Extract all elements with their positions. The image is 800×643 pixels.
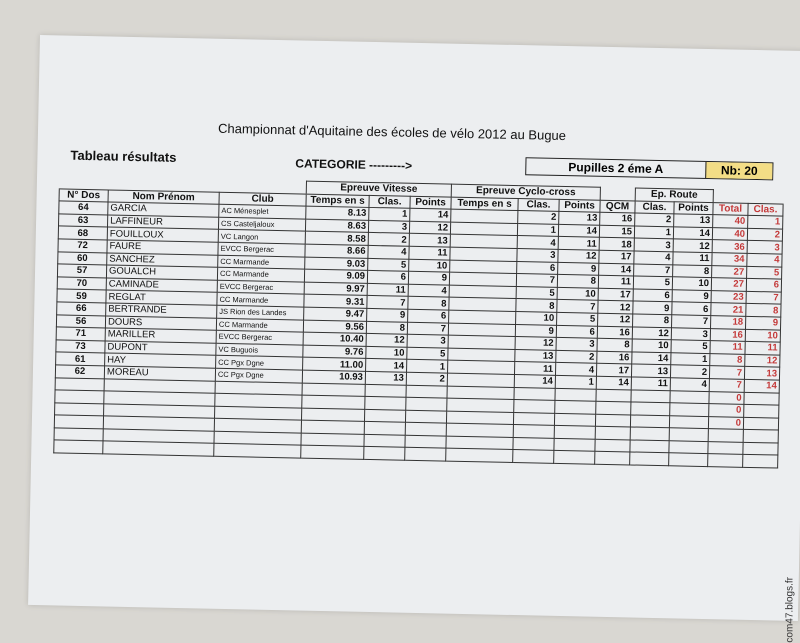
- cell-v-temps: 9.09: [304, 269, 367, 283]
- results-sheet: [28, 35, 800, 621]
- cell-qcm: 17: [596, 364, 631, 377]
- col-header: Temps en s: [451, 197, 518, 211]
- cell-qcm: [595, 414, 630, 427]
- cell-r-clas: 12: [632, 327, 671, 340]
- cell-c-clas: 1: [517, 223, 558, 236]
- cell-clas: 4: [747, 253, 782, 266]
- cell-c-pts: 14: [558, 224, 599, 237]
- cell-r-pts: 1: [671, 353, 710, 366]
- cell-club: VC Langon: [218, 230, 305, 244]
- cell-total: 16: [710, 328, 745, 341]
- cell-clas: 6: [746, 279, 781, 292]
- cell-r-clas: 1: [634, 226, 673, 239]
- cell-r-pts: [669, 453, 708, 466]
- cell-r-clas: 6: [633, 289, 672, 302]
- cell-qcm: 8: [597, 338, 632, 351]
- cell-v-clas: 3: [368, 220, 409, 233]
- cell-nom: REGLAT: [106, 290, 217, 305]
- cell-v-temps: 8.63: [305, 219, 368, 233]
- cell-clas: 1: [748, 216, 783, 229]
- cell-c-clas: 12: [515, 337, 556, 350]
- cell-v-pts: 3: [407, 334, 448, 347]
- cell-nom: CAMINADE: [106, 278, 217, 293]
- cell-v-temps: 10.93: [302, 370, 365, 384]
- cell-clas: 9: [746, 316, 781, 329]
- cell-v-clas: 7: [367, 296, 408, 309]
- cell-r-pts: 4: [670, 378, 709, 391]
- cell-clas: 11: [745, 341, 780, 354]
- cell-qcm: 16: [597, 326, 632, 339]
- cell-r-pts: [669, 415, 708, 428]
- cell-c-clas: 10: [516, 311, 557, 324]
- cell-c-pts: 3: [556, 338, 597, 351]
- cell-c-clas: 7: [516, 274, 557, 287]
- cell-v-clas: 2: [368, 233, 409, 246]
- cell-r-clas: 8: [633, 314, 672, 327]
- cell-c-pts: [554, 438, 595, 451]
- cell-nom: GOUALCH: [106, 265, 217, 280]
- cell-r-pts: [670, 403, 709, 416]
- cell-v-clas: 4: [368, 245, 409, 258]
- cell-c-pts: [554, 426, 595, 439]
- cell-c-pts: 13: [559, 212, 600, 225]
- col-header: Club: [219, 192, 306, 206]
- cell-c-clas: 5: [516, 286, 557, 299]
- cell-v-pts: 4: [408, 284, 449, 297]
- col-header: Clas.: [635, 201, 674, 214]
- cell-dos: [54, 415, 103, 429]
- cell-dos: [55, 403, 104, 417]
- col-header: Nom Prénom: [108, 190, 219, 205]
- cell-r-clas: [630, 452, 669, 465]
- cell-c-pts: 6: [556, 325, 597, 338]
- cell-qcm: 16: [600, 212, 635, 225]
- cell-total: 27: [711, 278, 746, 291]
- cell-v-clas: 11: [367, 283, 408, 296]
- cell-qcm: 12: [598, 301, 633, 314]
- cell-r-pts: [669, 441, 708, 454]
- cell-v-temps: 8.13: [306, 206, 369, 220]
- cell-total: [708, 441, 743, 454]
- cell-r-clas: 7: [634, 264, 673, 277]
- group-route: Ep. Route: [635, 188, 713, 202]
- cell-c-pts: [554, 451, 595, 464]
- cell-clas: [744, 392, 779, 405]
- cell-nom: HAY: [105, 353, 216, 368]
- cell-dos: 64: [59, 201, 108, 215]
- cell-v-clas: 5: [368, 258, 409, 271]
- cell-c-temps: [446, 449, 513, 463]
- cell-v-pts: 5: [407, 347, 448, 360]
- cell-v-pts: [405, 423, 446, 436]
- cell-dos: 60: [58, 251, 107, 265]
- cell-c-pts: 7: [557, 300, 598, 313]
- cell-nom: SANCHEZ: [107, 253, 218, 268]
- cell-qcm: 11: [598, 275, 633, 288]
- cell-r-pts: 12: [673, 239, 712, 252]
- cell-v-clas: [364, 409, 405, 422]
- cell-qcm: 15: [599, 225, 634, 238]
- cell-v-clas: [365, 384, 406, 397]
- group-spacer: [600, 187, 635, 200]
- cell-c-pts: [555, 388, 596, 401]
- cell-v-pts: [406, 385, 447, 398]
- cell-clas: 2: [747, 228, 782, 241]
- cell-c-pts: 12: [558, 249, 599, 262]
- cell-r-clas: [631, 389, 670, 402]
- cell-club: CC Marmande: [217, 293, 304, 307]
- cell-v-temps: 8.58: [305, 231, 368, 245]
- cell-r-clas: [630, 440, 669, 453]
- cell-c-clas: [513, 450, 554, 463]
- cell-v-temps: 9.97: [304, 282, 367, 296]
- cell-club: CC Pgx Dgne: [215, 368, 302, 382]
- cell-v-temps: 9.76: [303, 345, 366, 359]
- cell-r-clas: 9: [633, 301, 672, 314]
- cell-clas: 14: [744, 379, 779, 392]
- cell-dos: [54, 428, 103, 442]
- cell-c-pts: 9: [558, 262, 599, 275]
- cell-c-clas: [513, 425, 554, 438]
- cell-r-clas: 4: [634, 251, 673, 264]
- cell-qcm: [595, 452, 630, 465]
- cell-clas: [743, 417, 778, 430]
- cell-r-clas: [630, 415, 669, 428]
- cell-clas: 8: [746, 304, 781, 317]
- cell-c-clas: 3: [517, 249, 558, 262]
- cell-v-clas: 8: [366, 321, 407, 334]
- cell-clas: [743, 430, 778, 443]
- cell-total: 23: [711, 290, 746, 303]
- cell-v-clas: 6: [367, 271, 408, 284]
- cell-club: CC Marmande: [218, 255, 305, 269]
- cell-v-clas: 10: [366, 346, 407, 359]
- cell-qcm: 18: [599, 238, 634, 251]
- cell-nom: BERTRANDE: [106, 303, 217, 318]
- cell-c-clas: [513, 437, 554, 450]
- cell-r-clas: 14: [632, 352, 671, 365]
- cell-total: 34: [712, 253, 747, 266]
- cell-v-temps: [301, 446, 364, 460]
- cell-v-clas: [364, 447, 405, 460]
- cell-dos: [54, 440, 103, 454]
- cell-c-clas: [514, 400, 555, 413]
- cell-v-pts: 2: [406, 372, 447, 385]
- cell-total: 0: [709, 404, 744, 417]
- cell-v-pts: 9: [408, 271, 449, 284]
- cell-r-clas: 2: [635, 213, 674, 226]
- cell-club: EVCC Bergerac: [217, 280, 304, 294]
- cell-r-pts: 10: [672, 277, 711, 290]
- results-table: [53, 175, 784, 468]
- cell-c-pts: 4: [555, 363, 596, 376]
- col-header: Points: [559, 199, 600, 212]
- cell-v-temps: 10.40: [303, 332, 366, 346]
- cell-v-temps: 8.66: [305, 244, 368, 258]
- cell-total: 0: [709, 391, 744, 404]
- cell-v-pts: [406, 397, 447, 410]
- cell-nom: DOURS: [105, 315, 216, 330]
- cell-nom: MARILLER: [105, 328, 216, 343]
- watermark: com47.blogs.fr: [785, 577, 796, 643]
- cell-qcm: 17: [599, 250, 634, 263]
- cell-total: 18: [711, 316, 746, 329]
- cell-club: CC Pgx Dgne: [216, 356, 303, 370]
- cell-qcm: 17: [598, 288, 633, 301]
- col-header: N° Dos: [59, 189, 108, 203]
- cell-c-pts: [555, 400, 596, 413]
- cell-qcm: 16: [597, 351, 632, 364]
- cell-v-clas: [365, 396, 406, 409]
- cell-r-pts: 9: [672, 290, 711, 303]
- cell-v-pts: [405, 448, 446, 461]
- cell-v-pts: 11: [409, 246, 450, 259]
- col-header: QCM: [600, 200, 635, 213]
- cell-c-clas: 13: [515, 349, 556, 362]
- cell-dos: 73: [56, 340, 105, 354]
- col-header: Total: [713, 202, 748, 215]
- cell-r-pts: [670, 390, 709, 403]
- cell-dos: 72: [58, 239, 107, 253]
- cell-v-clas: 1: [369, 208, 410, 221]
- cell-club: VC Buguois: [216, 343, 303, 357]
- cell-club: AC Ménesplet: [219, 204, 306, 218]
- cell-c-clas: 4: [517, 236, 558, 249]
- cell-clas: [744, 404, 779, 417]
- cell-clas: 3: [747, 241, 782, 254]
- cell-dos: 61: [56, 352, 105, 366]
- cell-clas: 7: [746, 291, 781, 304]
- cell-r-clas: [630, 427, 669, 440]
- cell-total: 21: [711, 303, 746, 316]
- group-vitesse: Epreuve Vitesse: [306, 181, 451, 197]
- cell-v-pts: 10: [409, 259, 450, 272]
- cell-qcm: 14: [599, 263, 634, 276]
- cell-c-pts: 5: [557, 312, 598, 325]
- cell-c-clas: [513, 412, 554, 425]
- cell-dos: 70: [57, 277, 106, 291]
- cell-nom: LAFFINEUR: [107, 215, 218, 230]
- cell-nom: GARCIA: [108, 202, 219, 217]
- cell-c-pts: 8: [557, 275, 598, 288]
- cell-nom: FAURE: [107, 240, 218, 255]
- cell-v-pts: [405, 435, 446, 448]
- cell-club: CC Marmande: [216, 318, 303, 332]
- cell-r-pts: 14: [673, 227, 712, 240]
- cell-dos: 71: [56, 327, 105, 341]
- cell-v-clas: 13: [365, 371, 406, 384]
- count-badge: Nb: 20: [705, 162, 772, 179]
- cell-v-pts: 12: [409, 221, 450, 234]
- cell-clas: [743, 455, 778, 468]
- cell-qcm: [595, 439, 630, 452]
- cell-dos: 62: [55, 365, 104, 379]
- cell-c-clas: [514, 387, 555, 400]
- cell-v-temps: 11.00: [303, 357, 366, 371]
- categorie-value: Pupilles 2 éme A: [568, 160, 664, 177]
- cell-clas: 10: [745, 329, 780, 342]
- cell-v-pts: 1: [407, 360, 448, 373]
- cell-qcm: 12: [598, 313, 633, 326]
- cell-total: 0: [708, 416, 743, 429]
- cell-dos: 56: [56, 314, 105, 328]
- cell-total: 27: [712, 265, 747, 278]
- cell-dos: 63: [58, 214, 107, 228]
- cell-v-pts: 7: [407, 322, 448, 335]
- cell-c-clas: 14: [514, 374, 555, 387]
- cell-total: 11: [710, 341, 745, 354]
- cell-r-clas: [631, 402, 670, 415]
- cell-r-clas: 13: [631, 364, 670, 377]
- col-header: Points: [410, 196, 451, 209]
- cell-v-pts: 13: [409, 234, 450, 247]
- cell-v-temps: 9.31: [304, 294, 367, 308]
- cell-c-pts: 1: [555, 375, 596, 388]
- cell-r-pts: [669, 428, 708, 441]
- cell-total: 7: [709, 379, 744, 392]
- cell-qcm: 14: [596, 376, 631, 389]
- col-header: Temps en s: [306, 194, 369, 208]
- cell-total: 36: [712, 240, 747, 253]
- tableau-label: Tableau résultats: [70, 147, 177, 165]
- cell-total: [708, 454, 743, 467]
- cell-r-clas: 11: [631, 377, 670, 390]
- cell-total: 40: [712, 227, 747, 240]
- cell-club: EVCC Bergerac: [216, 330, 303, 344]
- cell-dos: 57: [57, 264, 106, 278]
- cell-total: 40: [713, 215, 748, 228]
- cell-r-pts: 3: [671, 327, 710, 340]
- cell-r-pts: 5: [671, 340, 710, 353]
- cell-qcm: [596, 389, 631, 402]
- cell-club: JS Rion des Landes: [217, 305, 304, 319]
- cell-qcm: [596, 401, 631, 414]
- cell-total: 8: [710, 353, 745, 366]
- cell-r-pts: 8: [673, 264, 712, 277]
- cell-nom: [103, 441, 214, 456]
- cell-v-temps: 9.56: [303, 320, 366, 334]
- col-header: Clas.: [518, 198, 559, 211]
- cell-v-temps: 9.03: [305, 257, 368, 271]
- cell-dos: [55, 377, 104, 391]
- page-title: Championnat d'Aquitaine des écoles de vélo 2012 au Bugue: [217, 120, 567, 144]
- col-header: Points: [674, 201, 713, 214]
- cell-c-pts: 11: [558, 237, 599, 250]
- cell-v-clas: 14: [366, 359, 407, 372]
- cell-dos: 59: [57, 289, 106, 303]
- cell-v-clas: 9: [367, 308, 408, 321]
- cell-c-clas: 8: [516, 299, 557, 312]
- cell-clas: 13: [744, 367, 779, 380]
- cell-dos: [55, 390, 104, 404]
- cell-r-clas: 10: [632, 339, 671, 352]
- results-body: [54, 201, 783, 468]
- cell-clas: [743, 442, 778, 455]
- cell-total: [708, 429, 743, 442]
- cell-dos: 66: [57, 302, 106, 316]
- cell-v-clas: [364, 434, 405, 447]
- cell-club: CS Casteljaloux: [218, 217, 305, 231]
- cell-v-pts: 6: [408, 309, 449, 322]
- cell-v-temps: 9.47: [304, 307, 367, 321]
- cell-c-clas: 6: [517, 261, 558, 274]
- cell-r-pts: 11: [673, 252, 712, 265]
- cell-c-pts: 10: [557, 287, 598, 300]
- cell-club: EVCC Bergerac: [218, 242, 305, 256]
- cell-clas: 12: [745, 354, 780, 367]
- cell-r-pts: 7: [672, 315, 711, 328]
- cell-qcm: [595, 426, 630, 439]
- cell-c-pts: 2: [556, 350, 597, 363]
- cell-dos: 68: [58, 226, 107, 240]
- cell-v-pts: [405, 410, 446, 423]
- cell-nom: DUPONT: [105, 341, 216, 356]
- cell-c-pts: [554, 413, 595, 426]
- cell-c-clas: 9: [515, 324, 556, 337]
- cell-v-clas: [364, 422, 405, 435]
- cell-c-clas: 11: [514, 362, 555, 375]
- cell-club: [214, 444, 301, 458]
- cell-r-clas: 3: [634, 238, 673, 251]
- cell-nom: MOREAU: [104, 366, 215, 381]
- cell-v-pts: 8: [408, 297, 449, 310]
- categorie-label: CATEGORIE --------->: [295, 156, 413, 173]
- col-header: Clas.: [748, 203, 783, 216]
- cell-v-pts: 14: [410, 208, 451, 221]
- col-header: Clas.: [369, 195, 410, 208]
- cell-v-clas: 12: [366, 334, 407, 347]
- cell-nom: FOUILLOUX: [107, 227, 218, 242]
- group-cyclocross: Epreuve Cyclo-cross: [451, 184, 600, 200]
- categorie-box: [525, 157, 773, 180]
- cell-r-clas: 5: [633, 276, 672, 289]
- cell-club: CC Marmande: [217, 267, 304, 281]
- cell-r-pts: 6: [672, 302, 711, 315]
- cell-r-pts: 2: [670, 365, 709, 378]
- cell-r-pts: 13: [674, 214, 713, 227]
- cell-c-clas: 2: [518, 211, 559, 224]
- cell-clas: 5: [747, 266, 782, 279]
- cell-total: 7: [709, 366, 744, 379]
